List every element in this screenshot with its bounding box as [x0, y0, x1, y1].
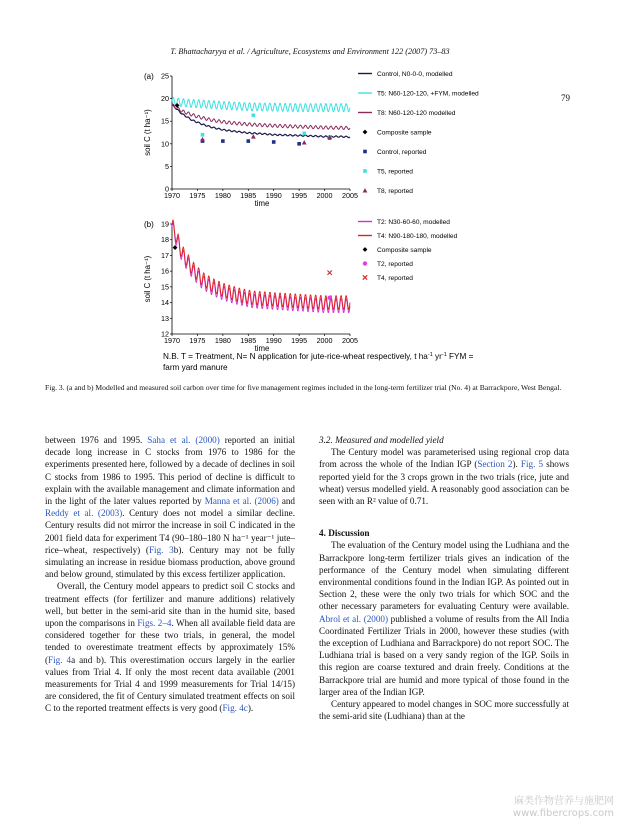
legend-swatch: [363, 150, 367, 154]
watermark-line1: 麻类作物营养与施肥网: [514, 796, 614, 807]
x-tick-label: 2005: [342, 191, 358, 200]
paragraph-text: . When all available field data are considered together for these two trials, in general, the model tended to overestimate treatment effects by approximately 15% (: [45, 618, 296, 665]
data-point: [252, 114, 256, 118]
section-heading-3-2: 3.2. Measured and modelled yield: [319, 435, 444, 445]
figure-note-line1: N.B. T = Treatment, N= N application for jute-rice-wheat respectively, t $ha^{-1}$ $yr^{-1}$ FYM =: [163, 352, 474, 361]
y-tick-label: 19: [161, 219, 169, 229]
data-point: [327, 271, 331, 275]
y-tick-label: 16: [161, 266, 169, 276]
left-paragraph-2: [45, 580, 295, 714]
legend-swatch: [363, 247, 368, 252]
legend-label: Control, reported: [377, 149, 427, 156]
reference-link[interactable]: Figs. 2–4: [137, 618, 172, 629]
reference-link[interactable]: Fig. 3: [148, 544, 174, 555]
x-tick-label: 1995: [291, 191, 308, 200]
data-point: [302, 140, 307, 144]
y-tick-label: 0: [165, 184, 169, 194]
data-point: [251, 134, 256, 138]
data-point: [302, 132, 306, 136]
x-tick-label: 2000: [316, 336, 333, 345]
legend-swatch: [363, 130, 368, 135]
legend-label: T4, reported: [377, 275, 413, 282]
legend-label: T5, reported: [377, 168, 413, 176]
reference-link[interactable]: Fig. 5: [520, 459, 544, 470]
paragraph-text: Overall, the Century model appears to predict soil C stocks and treatment effects (for fertilizer and manure additions) relatively well, but better in the semi-arid site than in the humid site, based upon the comparisons in: [45, 581, 295, 629]
legend-label: T8: N60-120-120 modelled: [377, 110, 456, 117]
right-paragraph-4b: [319, 698, 569, 722]
y-axis-title: soil C (t ha⁻¹): [143, 109, 152, 156]
legend-label: Composite sample: [377, 129, 432, 137]
y-tick-label: 14: [161, 298, 169, 308]
y-tick-label: 17: [161, 250, 169, 260]
series-line: [172, 105, 350, 138]
section-heading-4: 4. Discussion: [319, 528, 370, 539]
paragraph-text: . Century does not model a similar decline. Century results did not mirror the increase in soil C indicated in the 2001 field data for experiment T4 (90–180–180 N ha⁻¹ year⁻¹ jute–rice–wheat, respectively) (: [45, 508, 295, 555]
data-point: [201, 133, 205, 137]
paragraph-text: The Century model was parameterised using regional crop data from across the whole of the Indian IGP (: [319, 447, 569, 470]
x-tick-label: 1985: [240, 336, 257, 345]
legend-label: T4: N90-180-180, modelled: [377, 233, 458, 240]
x-tick-label: 2000: [316, 191, 333, 200]
paragraph-text: reported an initial decade long increase in C stocks from 1976 to 1986 for the experiments presented here, followed by a decade of declines in soil C stocks from 1986 to 1995. This period of decline is difficult to explain with the available management and climate information and in the light of the later values reported by: [45, 435, 295, 507]
paragraph-text: a and b). This overestimation occurs largely in the earlier values from Trial 4. If only the most recent data available (2001 measurements for Trial 4 and 1999 measurements for Trial 14/15) are considered, the fit of Century simulated treatment effects on soil C to the reported treatment effects is very good (: [45, 654, 295, 714]
x-tick-label: 1975: [189, 336, 206, 345]
x-tick-label: 1985: [240, 191, 257, 200]
y-tick-label: 12: [161, 329, 169, 339]
reference-link[interactable]: Abrol et al. (2000): [319, 613, 389, 624]
panel-b: [143, 219, 458, 353]
reference-link[interactable]: Manna et al. (2006): [204, 496, 279, 507]
legend-label: T2, reported: [377, 261, 413, 268]
paragraph-text: The evaluation of the Century model using the Ludhiana and the Barrackpore long-term fertilizer trials gives an indication of the performance of the Century model when simulating different environmental conditions found in the Indian IGP. As pointed out in Section 2, these were the only two trials for which SOC and the other necessary parameters for evaluating Century were available.: [319, 540, 569, 612]
x-tick-label: 1990: [265, 336, 282, 345]
legend-label: Composite sample: [377, 247, 432, 254]
legend-swatch: [363, 275, 367, 279]
legend-label: T5: N60-120-120, +FYM, modelled: [377, 90, 479, 98]
reference-link[interactable]: Section 2: [477, 459, 513, 470]
y-tick-label: 20: [161, 94, 169, 104]
right-paragraph-3-2: [319, 446, 569, 507]
paragraph-text: published a volume of results from the All India Coordinated Fertilizer Trials in 2000, however these studies (with the exception of Ludhiana and Barrackpore) do not report SOC. The Ludhiana trial is based on a very sandy region of the IGP. Soils in this region are coarse textured and drain freely. Conditions at the Barrackpore trial are humid and more typical of those found in the larger area of the Indian IGP.: [319, 613, 569, 697]
panel-label: (a): [144, 72, 154, 81]
legend-label: T2: N30-60-60, modelled: [377, 219, 450, 226]
right-column: [319, 434, 569, 722]
watermark-line2: www.fibercrops.com: [512, 808, 614, 819]
data-point: [221, 139, 225, 143]
legend-label: Control, N0-0-0, modelled: [377, 71, 453, 78]
x-axis-title: time: [254, 344, 270, 353]
y-tick-label: 10: [161, 139, 169, 149]
y-tick-label: 13: [161, 313, 169, 323]
data-point: [297, 142, 301, 146]
paragraph-text: ).: [512, 459, 521, 470]
y-tick-label: 18: [161, 235, 169, 245]
data-point: [327, 296, 331, 300]
right-paragraph-4a: [319, 539, 569, 698]
x-tick-label: 1975: [189, 191, 206, 200]
y-tick-label: 25: [161, 71, 169, 81]
figure-3: [0, 0, 620, 380]
reference-link[interactable]: Reddy et al. (2003): [45, 508, 123, 519]
paragraph-text: Century appeared to model changes in SOC more successfully at the semi-arid site (Ludhiana) than at the: [319, 699, 569, 722]
series-line: [172, 98, 350, 112]
paragraph-text: shows reported yield for the 3 crops grown in the two trials (rice, jute and wheat) versus modelled yield. A reasonably good association can be seen with an R² value of 0.71.: [319, 459, 569, 507]
panel-a: [143, 71, 479, 208]
x-tick-label: 2005: [342, 336, 358, 345]
x-tick-label: 1995: [291, 336, 308, 345]
y-tick-label: 15: [161, 116, 169, 126]
legend-swatch: [363, 188, 368, 192]
page-number: 79: [561, 93, 570, 103]
series-line: [172, 220, 350, 309]
paragraph-text: ).: [247, 703, 254, 714]
reference-link[interactable]: Fig. 4: [48, 654, 72, 665]
running-title: T. Bhattacharyya et al. / Agriculture, Ecosystems and Environment 122 (2007) 73–83: [170, 47, 450, 56]
panel-label: (b): [144, 220, 154, 229]
y-tick-label: 5: [165, 161, 169, 171]
y-tick-label: 15: [161, 282, 169, 292]
x-tick-label: 1980: [214, 191, 231, 200]
figure-note-line2: farm yard manure: [163, 363, 228, 372]
x-tick-label: 1990: [265, 191, 282, 200]
x-tick-label: 1970: [164, 336, 180, 345]
data-point: [173, 245, 178, 250]
y-axis-title: soil C (t ha⁻¹): [143, 255, 152, 303]
paragraph-text: and: [278, 496, 295, 507]
data-point: [246, 139, 250, 143]
x-axis-title: time: [254, 199, 270, 208]
x-tick-label: 1970: [164, 191, 180, 200]
reference-link[interactable]: Fig. 4c: [222, 703, 248, 714]
legend-swatch: [363, 169, 367, 173]
left-paragraph-1: [45, 434, 295, 580]
reference-link[interactable]: Saha et al. (2000): [147, 435, 220, 445]
data-point: [272, 140, 276, 144]
data-point: [200, 137, 205, 141]
left-column: [45, 434, 295, 715]
figure-caption: Fig. 3. (a and b) Modelled and measured soil carbon over time for five management regimes included in the long-term fertilizer trial (No. 4) at Barrackpore, West Bengal.: [45, 383, 562, 392]
paragraph-text: between 1976 and 1995.: [45, 435, 148, 445]
legend-label: T8, reported: [377, 188, 413, 195]
legend-swatch: [363, 261, 367, 265]
watermark: [513, 796, 614, 820]
paragraph-text: b). Century may not be fully simulating an increase in residue biomass production, above ground and below ground, stimulated by this excess fertilizer application.: [45, 544, 295, 580]
x-tick-label: 1980: [214, 336, 231, 345]
